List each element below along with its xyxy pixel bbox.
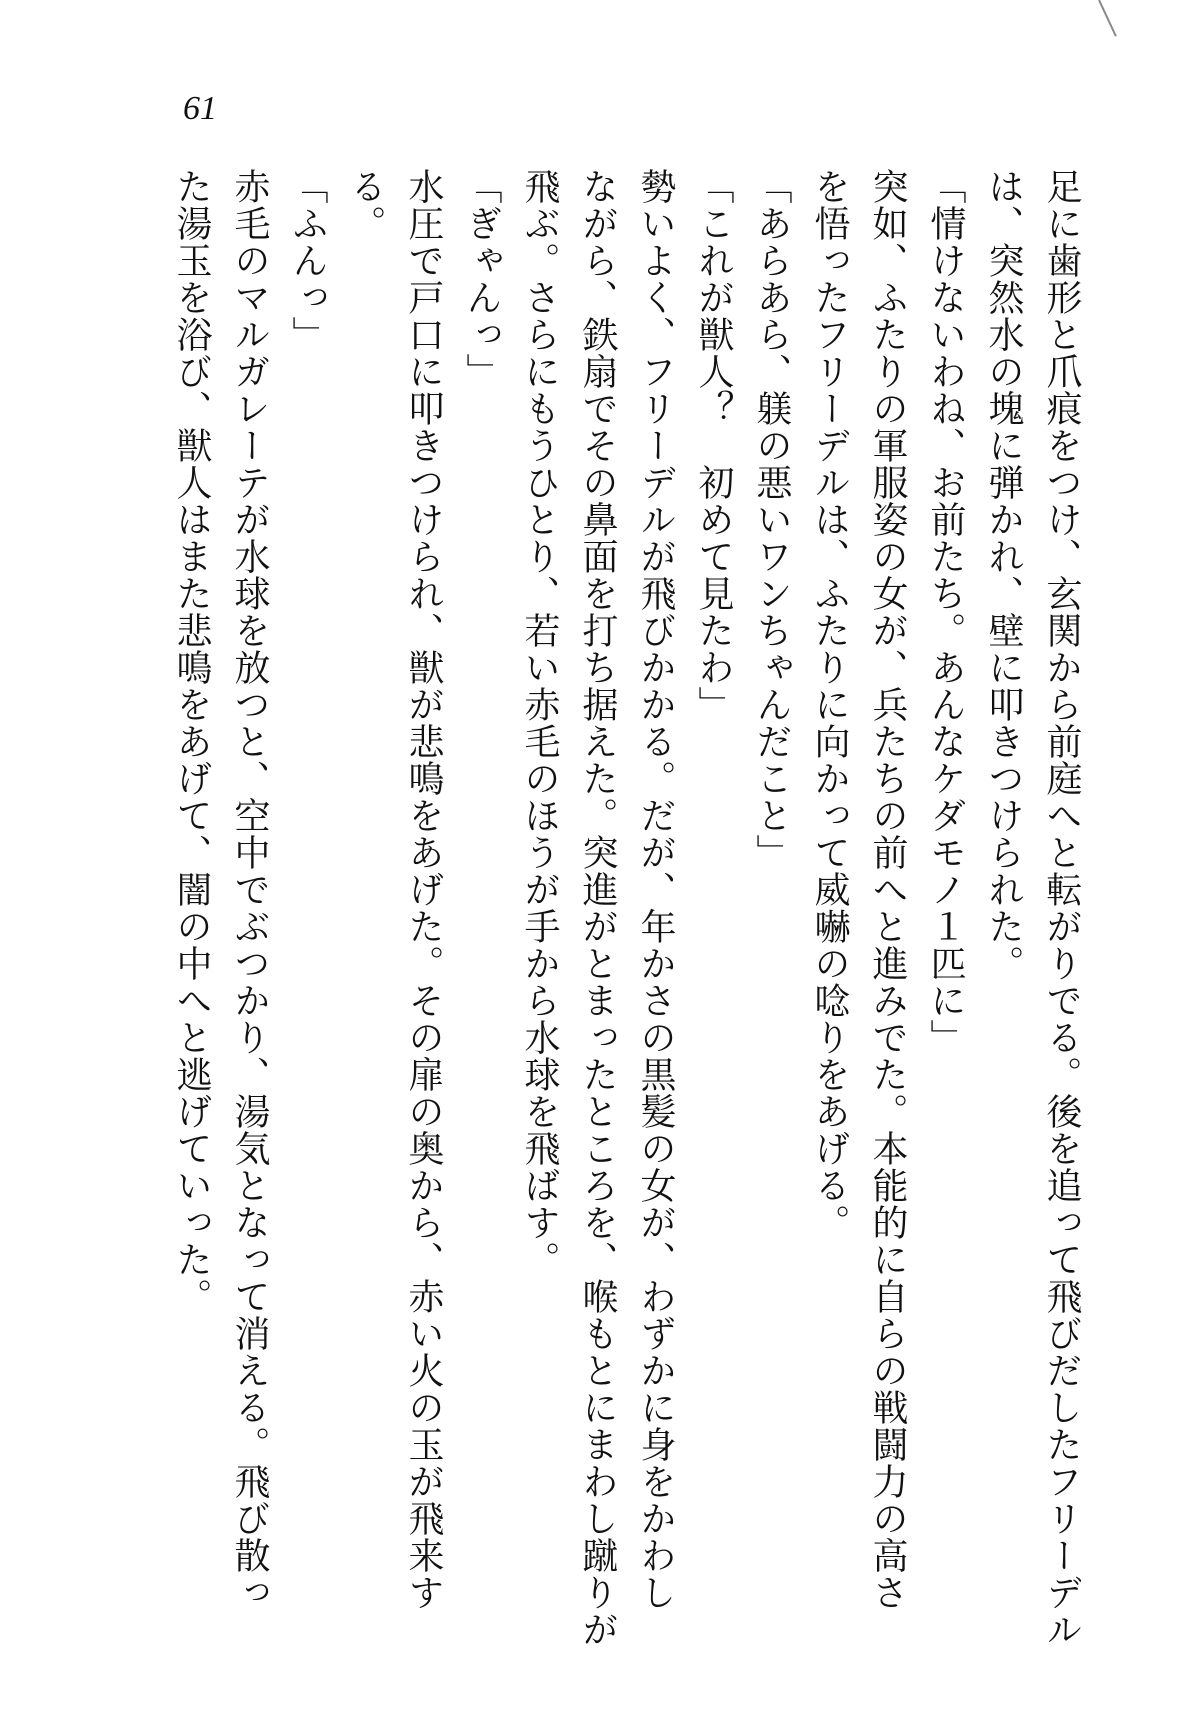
scan-edge-mark (1098, 0, 1117, 37)
page-number: 61 (183, 90, 217, 127)
text-line: 足に歯形と爪痕をつけ、玄関から前庭へと転がりでる。後を追って飛びだしたフリーデル (1041, 168, 1082, 1648)
text-line: 「ふんっ」 (287, 168, 328, 353)
text-line: 飛ぶ。さらにもうひとり、若い赤毛のほうが手から水球を飛ばす。 (519, 168, 560, 1278)
text-line: 突如、ふたりの軍服姿の女が、兵たちの前へと進みでた。本能的に自らの戦闘力の高さ (867, 168, 908, 1611)
text-line: 「情けないわね、お前たち。あんなケダモノ１匹に」 (925, 168, 966, 1056)
text-line: は、突然水の塊に弾かれ、壁に叩きつけられた。 (983, 168, 1024, 982)
text-line: 赤毛のマルガレーテが水球を放つと、空中でぶつかり、湯気となって消える。飛び散っ (229, 168, 270, 1611)
text-line: 水圧で戸口に叩きつけられ、獣が悲鳴をあげた。その扉の奥から、赤い火の玉が飛来す (403, 168, 444, 1611)
text-line: る。 (345, 168, 386, 242)
text-line: 「あらあら、躾の悪いワンちゃんだこと」 (751, 168, 792, 871)
text-line: 勢いよく、フリーデルが飛びかかる。だが、年かさの黒髪の女が、わずかに身をかわし (635, 168, 676, 1611)
text-line: 「ぎゃんっ」 (461, 168, 502, 390)
vertical-text-block (130, 168, 1090, 1648)
text-line: 「これが獣人？ 初めて見たわ」 (693, 168, 734, 723)
text-line: た湯玉を浴び、獣人はまた悲鳴をあげて、闇の中へと逃げていった。 (171, 168, 212, 1315)
text-line: ながら、鉄扇でその鼻面を打ち据えた。突進がとまったところを、喉もとにまわし蹴りが (577, 168, 618, 1648)
text-line: を悟ったフリーデルは、ふたりに向かって威嚇の唸りをあげる。 (809, 168, 850, 1241)
